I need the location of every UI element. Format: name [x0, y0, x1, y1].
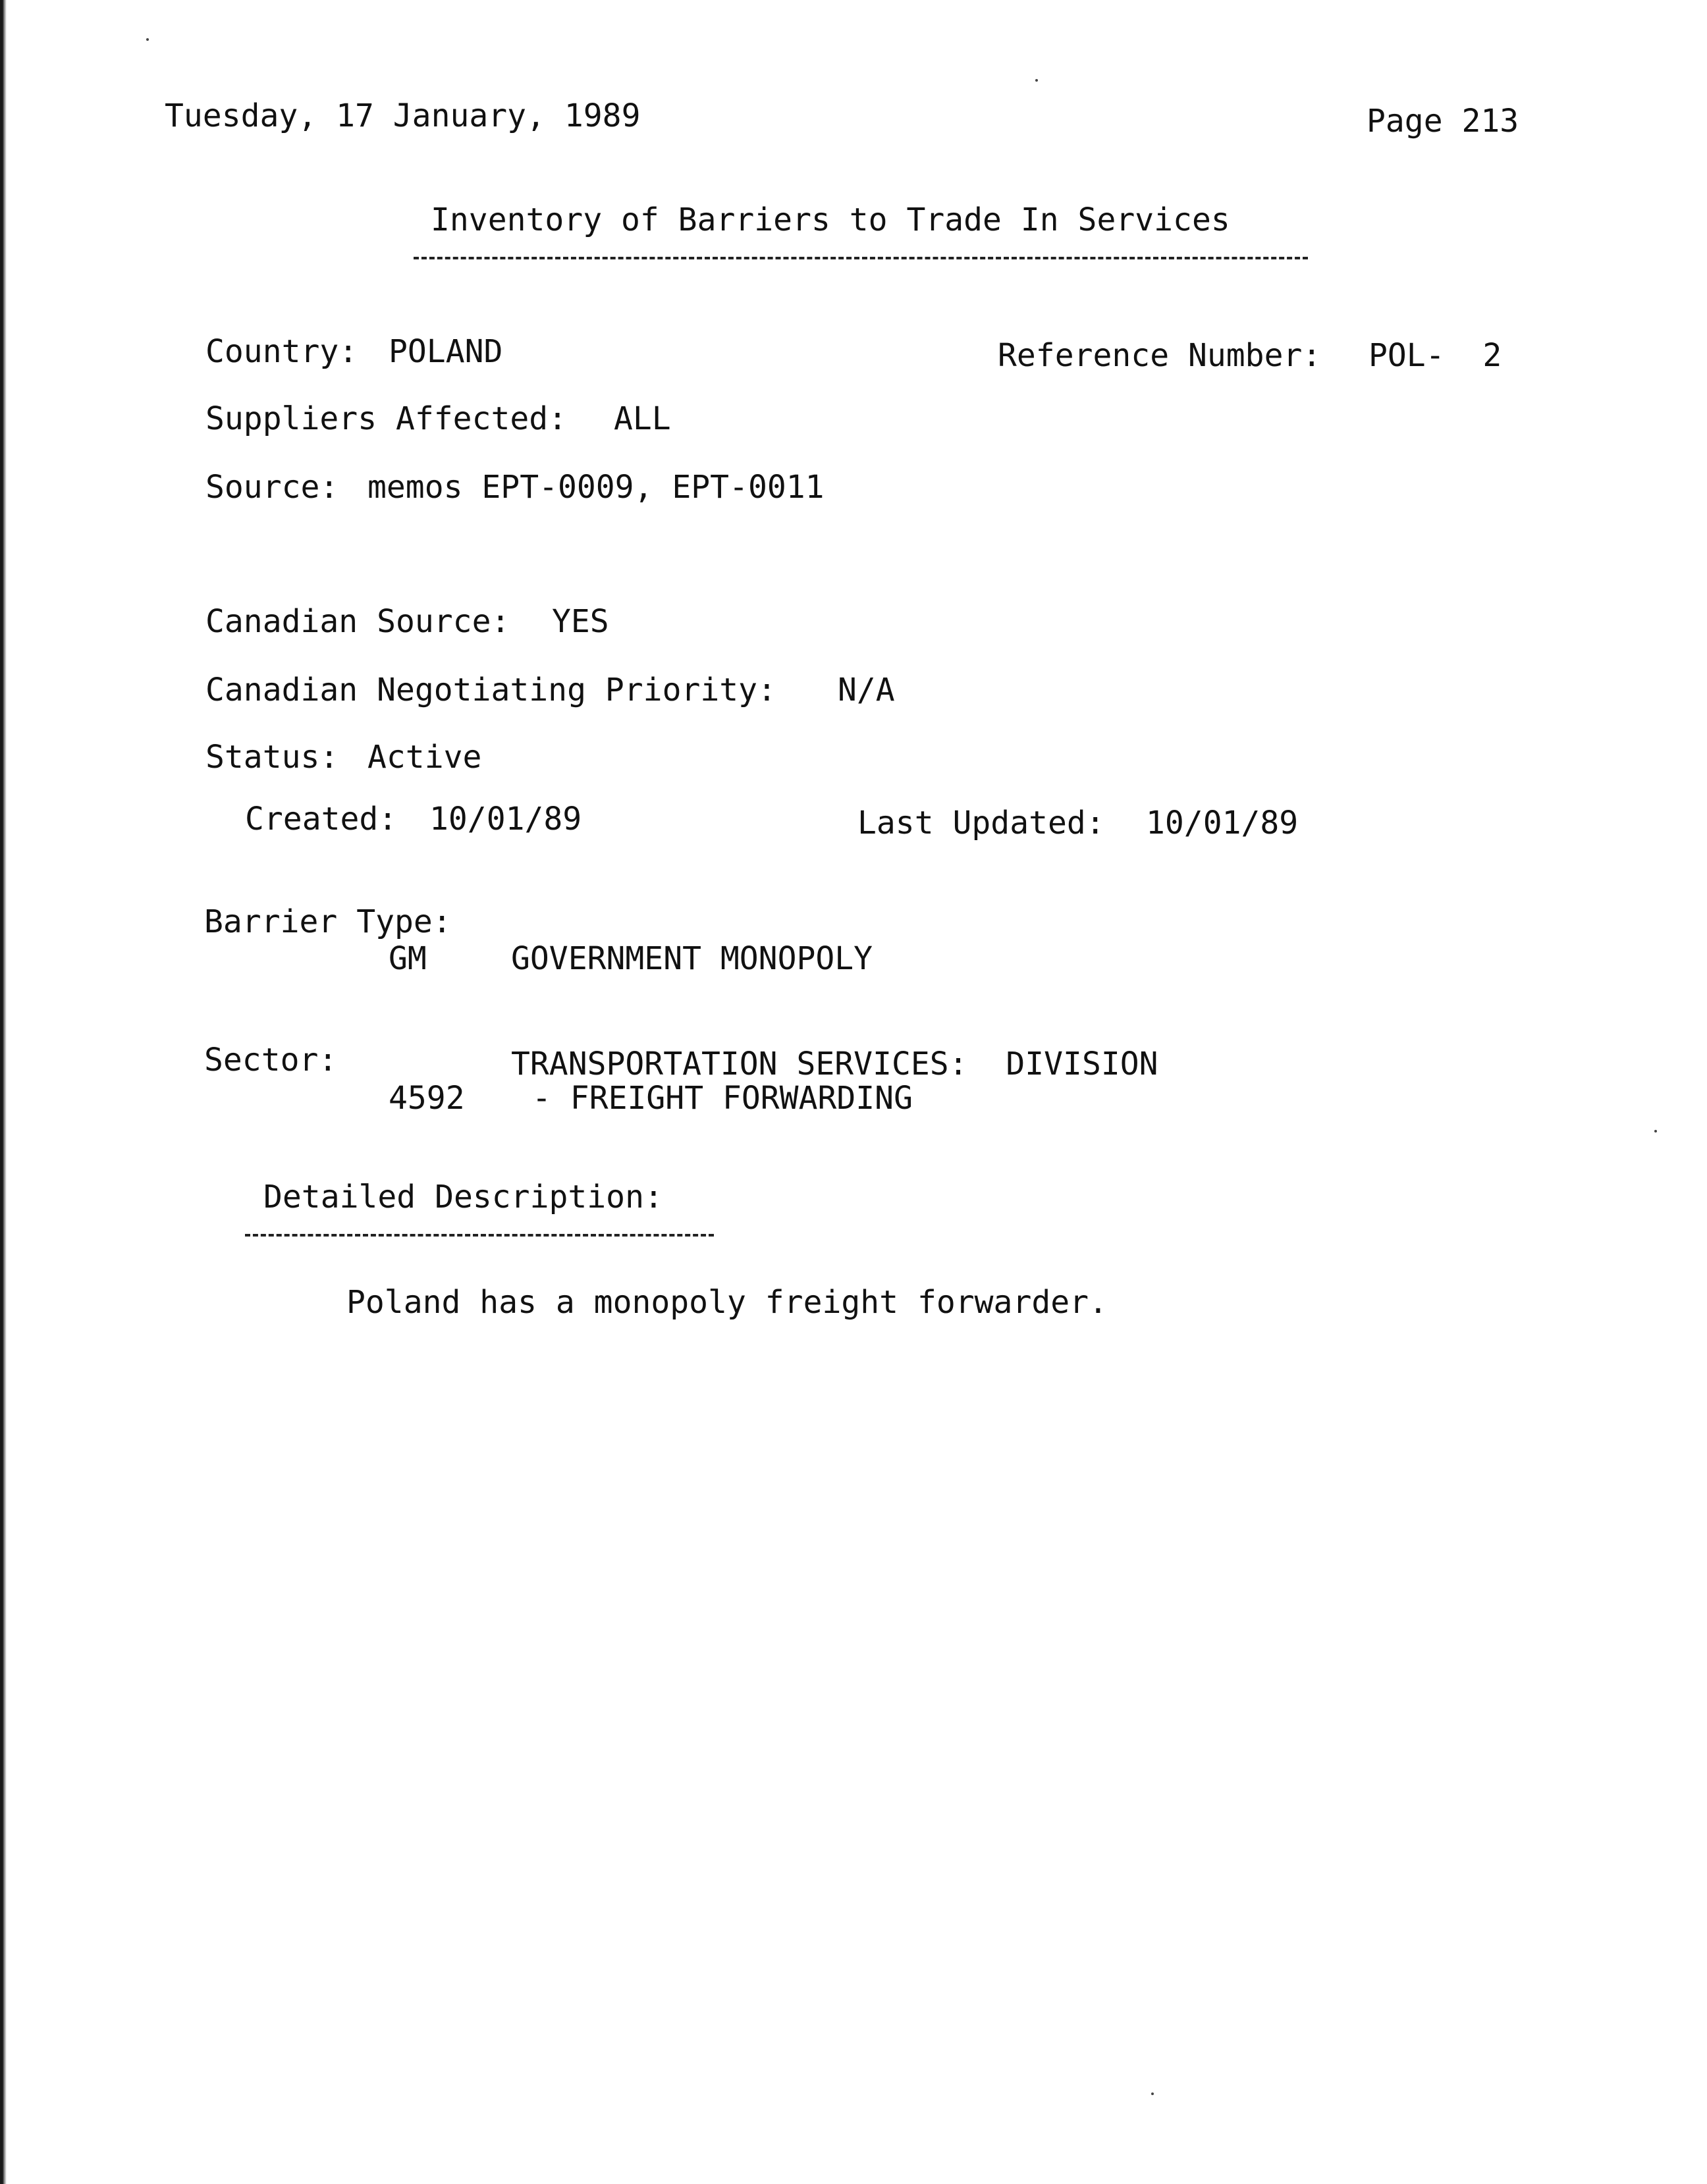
page-edge [0, 0, 7, 2184]
scan-speck [1654, 1130, 1657, 1132]
created-label: Created: [245, 801, 398, 838]
reference-label: Reference Number: [998, 337, 1322, 374]
priority-value: N/A [838, 672, 895, 708]
sector-line1: TRANSPORTATION SERVICES: DIVISION [511, 1046, 1158, 1082]
barrier-type-label: Barrier Type: [204, 903, 452, 940]
updated-label: Last Updated: [857, 805, 1105, 841]
barrier-description: GOVERNMENT MONOPOLY [511, 940, 873, 977]
header-date: Tuesday, 17 January, 1989 [165, 97, 641, 134]
scan-speck [1035, 79, 1038, 82]
suppliers-value: ALL [614, 400, 671, 437]
status-label: Status: [205, 739, 339, 776]
scan-speck [146, 38, 149, 41]
document-title: Inventory of Barriers to Trade In Services [431, 201, 1230, 238]
canadian-source-label: Canadian Source: [205, 603, 510, 640]
country-label: Country: [205, 333, 358, 370]
priority-label: Canadian Negotiating Priority: [205, 672, 776, 708]
status-value: Active [367, 739, 482, 776]
title-underline [414, 257, 1308, 259]
scan-speck [1151, 2092, 1154, 2095]
reference-value: POL- 2 [1368, 337, 1502, 374]
updated-value: 10/01/89 [1146, 805, 1299, 841]
page-number: Page 213 [1367, 103, 1519, 140]
source-label: Source: [205, 469, 339, 506]
sector-label: Sector: [204, 1042, 338, 1079]
sector-code: 4592 [389, 1080, 465, 1117]
detailed-description-heading: Detailed Description: [263, 1179, 663, 1215]
sector-line2: - FREIGHT FORWARDING [532, 1080, 913, 1117]
barrier-code: GM [389, 940, 427, 977]
detailed-description-underline [245, 1234, 714, 1237]
suppliers-label: Suppliers Affected: [205, 400, 568, 437]
created-value: 10/01/89 [429, 801, 582, 838]
detailed-description-body: Poland has a monopoly freight forwarder. [346, 1284, 1108, 1321]
source-value: memos EPT-0009, EPT-0011 [367, 469, 825, 506]
canadian-source-value: YES [552, 603, 609, 640]
country-value: POLAND [389, 333, 503, 370]
